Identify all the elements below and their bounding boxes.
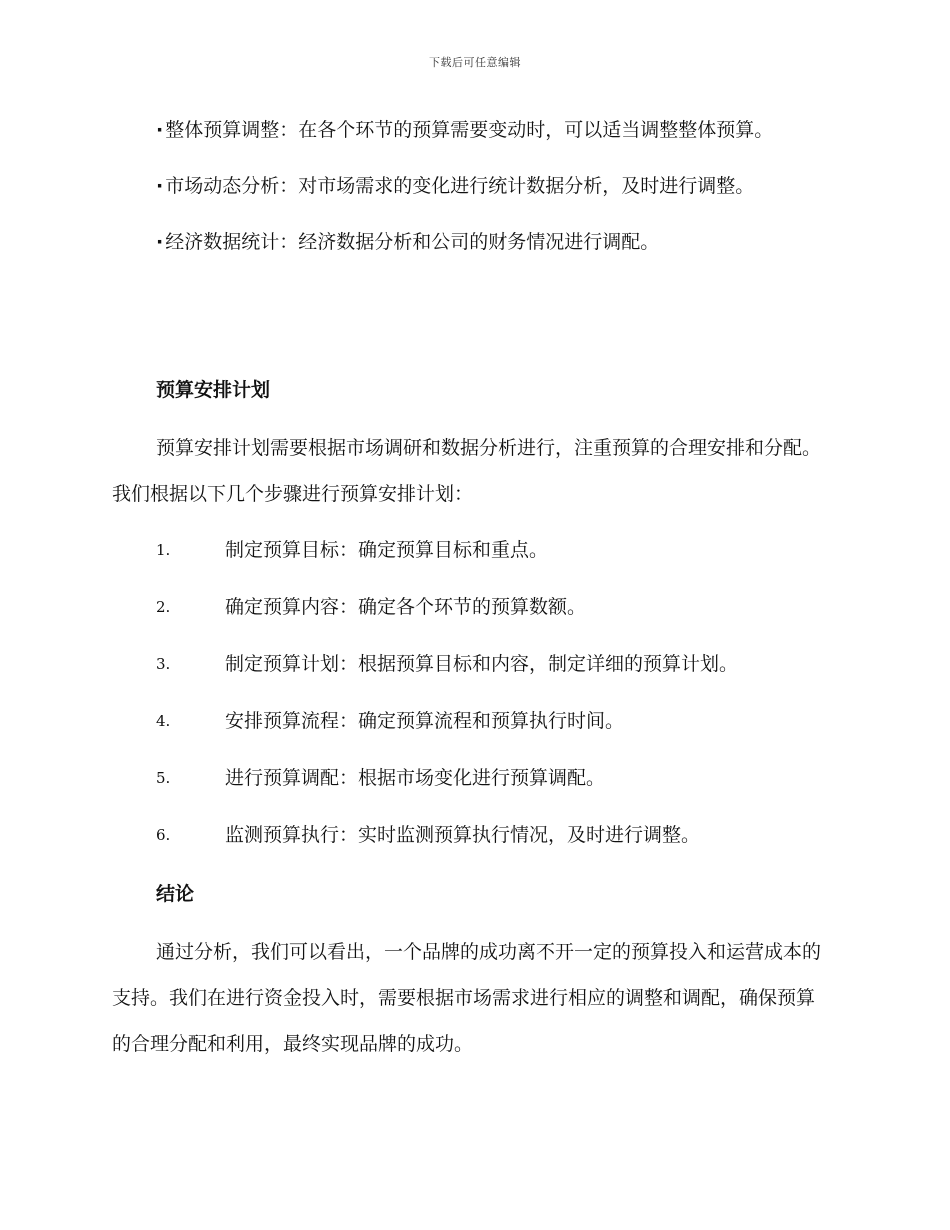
plan-intro-block xyxy=(112,425,832,517)
step-text: 制定预算计划：根据预算目标和内容，制定详细的预算计划。 xyxy=(225,653,739,675)
plan-steps-list xyxy=(112,522,832,864)
list-item xyxy=(112,693,832,750)
list-item xyxy=(112,807,832,864)
conclusion-block xyxy=(112,929,832,1067)
step-number: 1. xyxy=(156,541,171,559)
list-item xyxy=(112,579,832,636)
step-number: 6. xyxy=(156,826,171,844)
bullet-text: 整体预算调整：在各个环节的预算需要变动时，可以适当调整整体预算。 xyxy=(165,119,774,141)
bullet-text: 经济数据统计：经济数据分析和公司的财务情况进行调配。 xyxy=(165,231,660,253)
bullet-dot-icon: · xyxy=(156,175,164,197)
step-text: 安排预算流程：确定预算流程和预算执行时间。 xyxy=(225,710,625,732)
bullet-item xyxy=(112,219,832,265)
section-heading-plan: 预算安排计划 xyxy=(156,379,271,401)
bullet-text: 市场动态分析：对市场需求的变化进行统计数据分析，及时进行调整。 xyxy=(165,175,755,197)
bullet-item xyxy=(112,107,832,153)
conclusion-paragraph: 通过分析，我们可以看出，一个品牌的成功离不开一定的预算投入和运营成本的支持。我们在进行资金投入时，需要根据市场需求进行相应的调整和调配，确保预算的合理分配和利用，最终实现品牌的成功。 xyxy=(112,941,822,1055)
conclusion-section xyxy=(112,871,832,917)
plan-steps-block xyxy=(112,522,832,864)
section-heading-conclusion: 结论 xyxy=(156,883,195,905)
list-item xyxy=(112,522,832,579)
plan-intro-paragraph: 预算安排计划需要根据市场调研和数据分析进行，注重预算的合理安排和分配。我们根据以下几个步骤进行预算安排计划： xyxy=(112,437,822,505)
list-item xyxy=(112,636,832,693)
step-number: 4. xyxy=(156,712,171,730)
step-number: 3. xyxy=(156,655,171,673)
step-number: 5. xyxy=(156,769,171,787)
step-text: 进行预算调配：根据市场变化进行预算调配。 xyxy=(225,767,606,789)
plan-section xyxy=(112,367,832,413)
list-item xyxy=(112,750,832,807)
step-text: 确定预算内容：确定各个环节的预算数额。 xyxy=(225,596,587,618)
bullet-dot-icon: · xyxy=(156,119,164,141)
step-text: 制定预算目标：确定预算目标和重点。 xyxy=(225,539,549,561)
bullet-item xyxy=(112,163,832,209)
bullet-section xyxy=(112,107,832,265)
step-number: 2. xyxy=(156,598,171,616)
header-note: 下载后可任意编辑 xyxy=(429,56,521,69)
bullet-dot-icon: · xyxy=(156,231,164,253)
step-text: 监测预算执行：实时监测预算执行情况，及时进行调整。 xyxy=(225,824,701,846)
